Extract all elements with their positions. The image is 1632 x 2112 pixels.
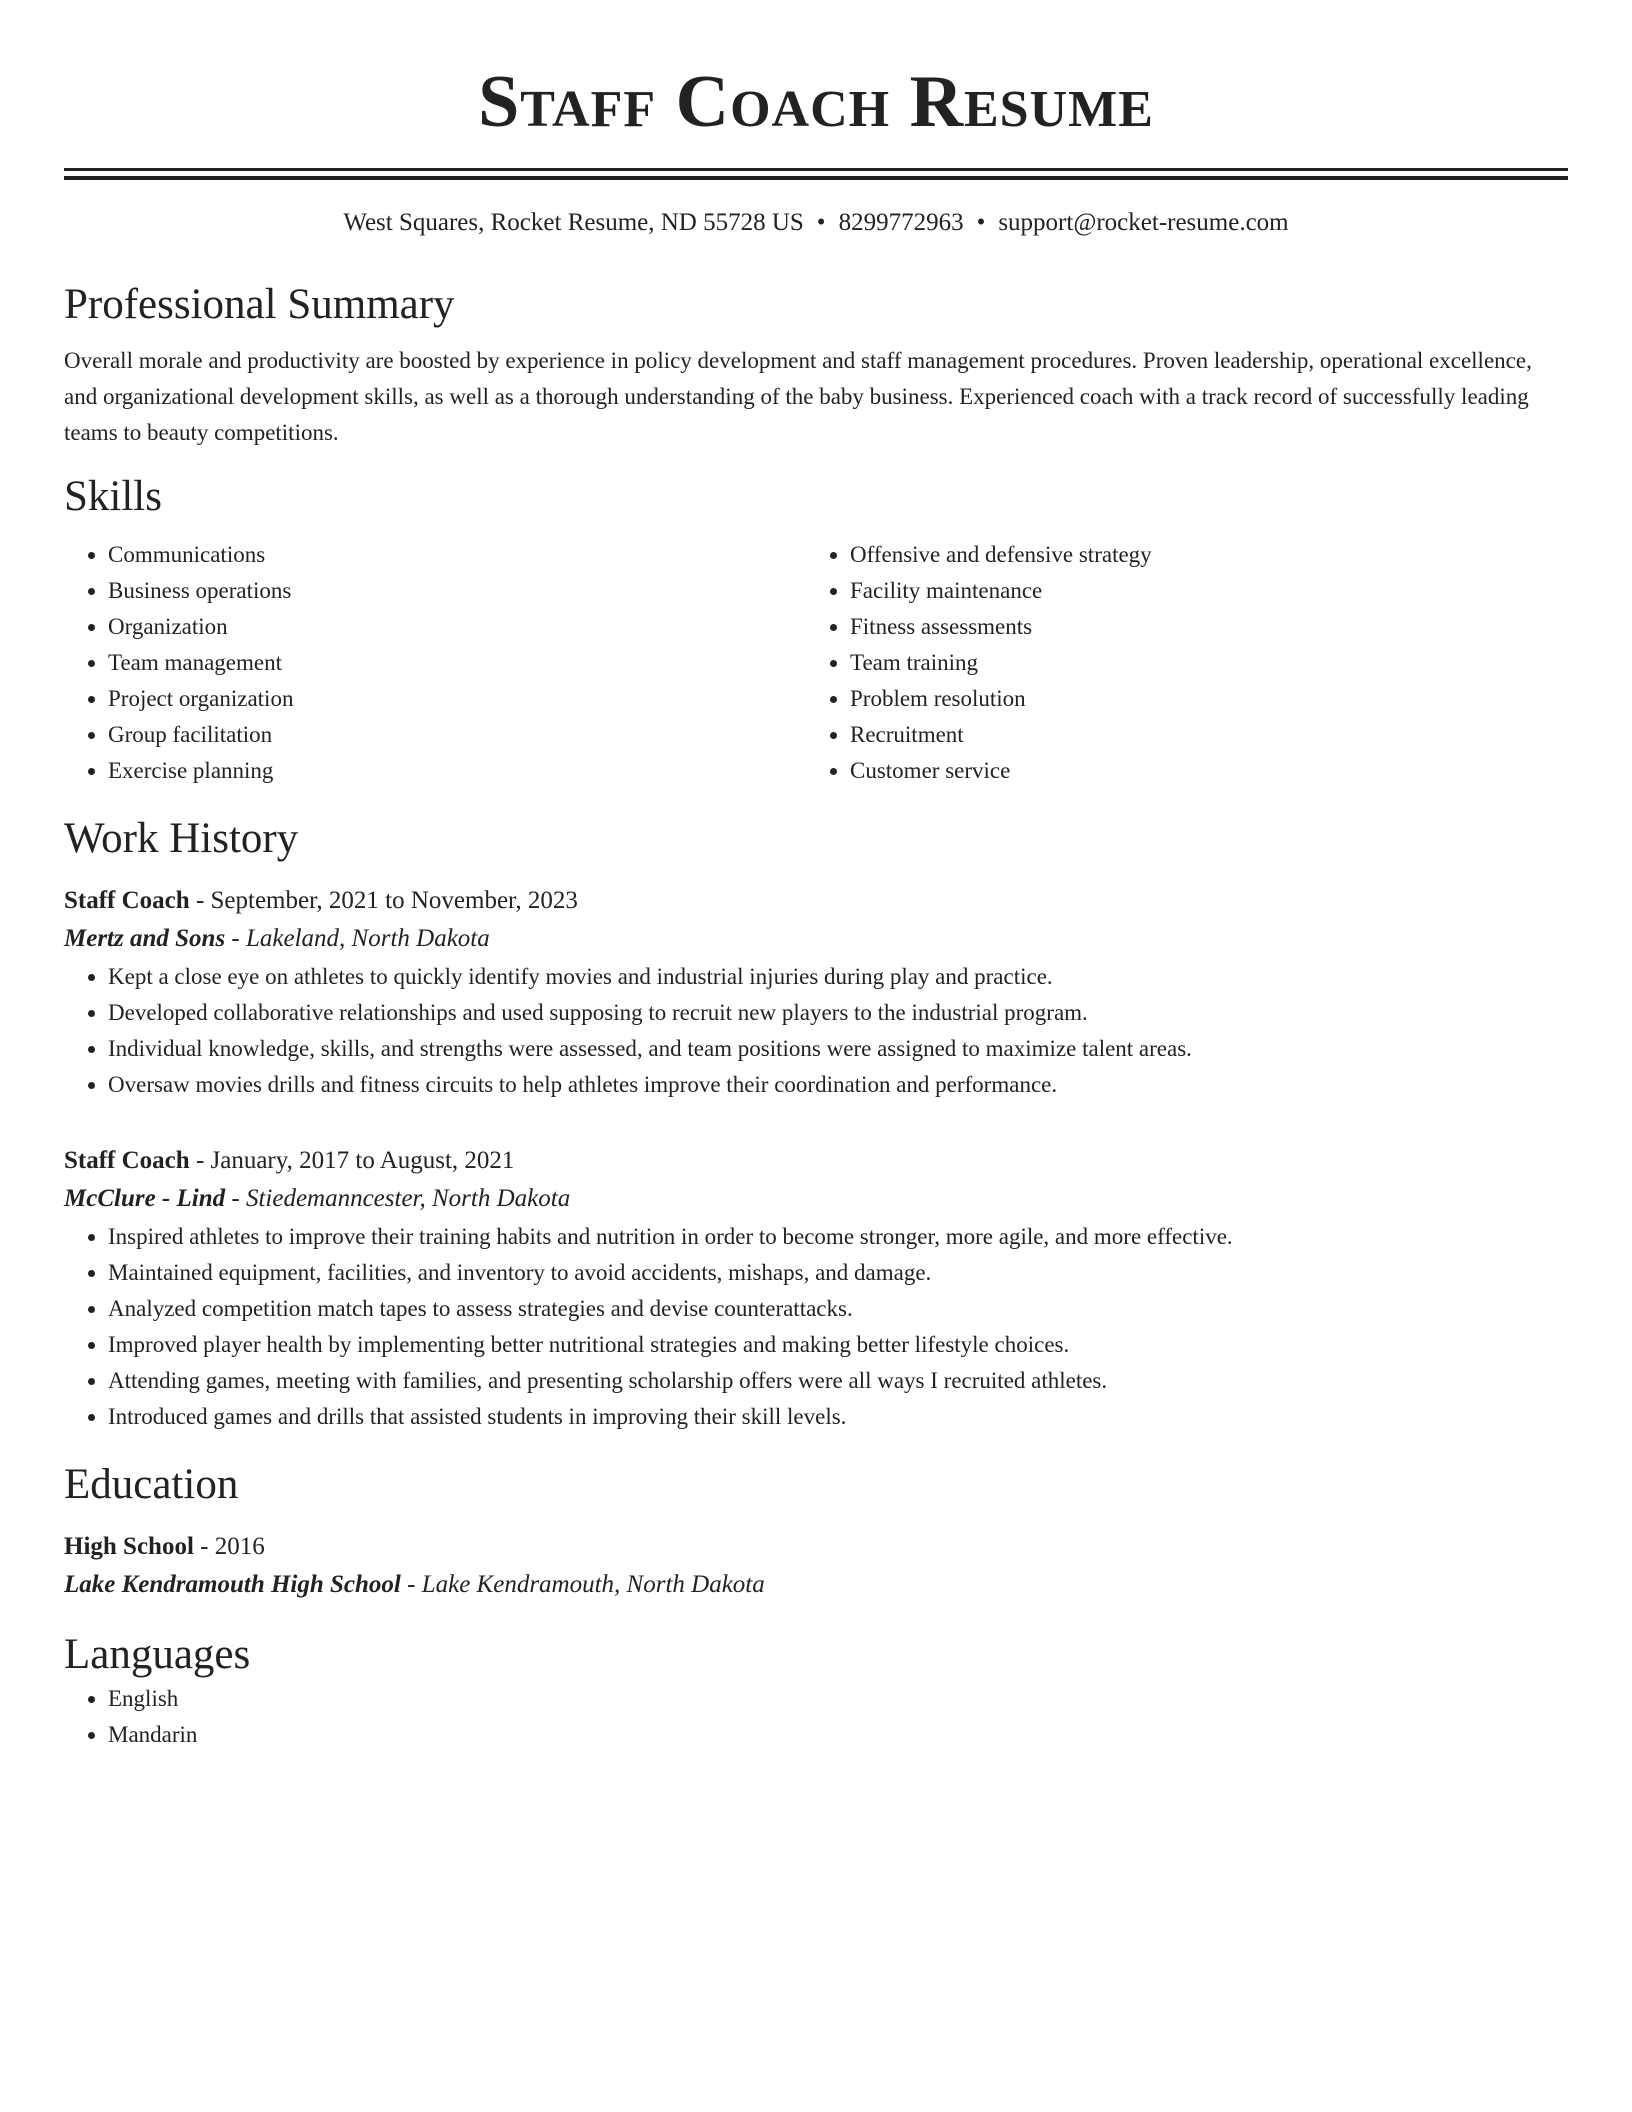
job-duty-item: • Inspired athletes to improve their training habits and nutrition in order to become stronger, more agile, and more effective. bbox=[108, 1219, 1568, 1255]
skill-item: • Group facilitation bbox=[108, 717, 806, 753]
job-duty-item: • Individual knowledge, skills, and strengths were assessed, and team positions were assigned to maximize talent areas. bbox=[108, 1031, 1568, 1067]
job-company-line bbox=[64, 919, 1568, 959]
skill-item: • Facility maintenance bbox=[850, 573, 1548, 609]
skill-item: • Offensive and defensive strategy bbox=[850, 537, 1548, 573]
skills-grid bbox=[64, 537, 1568, 789]
skills-column-right bbox=[806, 537, 1548, 789]
job-duties-list bbox=[64, 959, 1568, 1103]
job-entry bbox=[64, 883, 1568, 1103]
job-title-line bbox=[64, 883, 1568, 919]
education-year: - 2016 bbox=[193, 1533, 265, 1560]
contact-line bbox=[64, 207, 1568, 239]
job-company: McClure - Lind bbox=[64, 1185, 226, 1212]
skill-item: • Recruitment bbox=[850, 717, 1548, 753]
skills-list-left bbox=[64, 537, 806, 789]
languages-list bbox=[64, 1681, 1568, 1753]
contact-phone: 8299772963 bbox=[838, 209, 964, 236]
contact-separator: • bbox=[816, 209, 826, 236]
job-duty-item: • Maintained equipment, facilities, and inventory to avoid accidents, mishaps, and damage. bbox=[108, 1255, 1568, 1291]
skill-item: • Problem resolution bbox=[850, 681, 1548, 717]
job-duty-item: • Oversaw movies drills and fitness circuits to help athletes improve their coordination and performance. bbox=[108, 1067, 1568, 1103]
job-duty-item: • Analyzed competition match tapes to assess strategies and devise counterattacks. bbox=[108, 1291, 1568, 1327]
education-degree-line bbox=[64, 1529, 1568, 1565]
job-duty-item: • Improved player health by implementing better nutritional strategies and making better lifestyle choices. bbox=[108, 1327, 1568, 1363]
title-divider bbox=[64, 168, 1568, 180]
language-item: • English bbox=[108, 1681, 1568, 1717]
contact-separator: • bbox=[976, 209, 986, 236]
job-duties-list bbox=[64, 1219, 1568, 1435]
job-dates: - September, 2021 to November, 2023 bbox=[189, 887, 578, 914]
skill-item: • Organization bbox=[108, 609, 806, 645]
job-duty-item: • Developed collaborative relationships and used supposing to recruit new players to the industrial program. bbox=[108, 995, 1568, 1031]
education-degree: High School bbox=[64, 1533, 194, 1560]
job-title-line bbox=[64, 1143, 1568, 1179]
skill-item: • Customer service bbox=[850, 753, 1548, 789]
page-title: Staff Coach Resume bbox=[478, 61, 1154, 143]
education-heading: Education bbox=[64, 1461, 239, 1508]
summary-text: Overall morale and productivity are boosted by experience in policy development and staff management procedures. Proven leadership, operational excellence, and organizational development skills, as well as a thorough understanding of the baby business. Experienced coach with a track record of successfully leading teams to beauty competitions. bbox=[64, 348, 1532, 445]
skill-item: • Exercise planning bbox=[108, 753, 806, 789]
skills-heading: Skills bbox=[64, 473, 162, 520]
skill-item: • Communications bbox=[108, 537, 806, 573]
skill-item: • Fitness assessments bbox=[850, 609, 1548, 645]
job-duty-item: • Kept a close eye on athletes to quickly identify movies and industrial injuries during play and practice. bbox=[108, 959, 1568, 995]
contact-address: West Squares, Rocket Resume, ND 55728 US bbox=[343, 209, 804, 236]
job-entry bbox=[64, 1143, 1568, 1435]
skills-column-left bbox=[64, 537, 806, 789]
skill-item: • Business operations bbox=[108, 573, 806, 609]
skill-item: • Project organization bbox=[108, 681, 806, 717]
job-duty-item: • Attending games, meeting with families, and presenting scholarship offers were all ways I recruited athletes. bbox=[108, 1363, 1568, 1399]
job-dates: - January, 2017 to August, 2021 bbox=[189, 1147, 515, 1174]
skill-item: • Team training bbox=[850, 645, 1548, 681]
language-item: • Mandarin bbox=[108, 1717, 1568, 1753]
contact-email: support@rocket-resume.com bbox=[998, 209, 1289, 236]
job-role: Staff Coach bbox=[64, 1147, 190, 1174]
education-school-line bbox=[64, 1565, 1568, 1605]
skill-item: • Team management bbox=[108, 645, 806, 681]
languages-heading: Languages bbox=[64, 1631, 251, 1678]
education-location: - Lake Kendramouth, North Dakota bbox=[400, 1571, 765, 1598]
education-school: Lake Kendramouth High School bbox=[64, 1571, 401, 1598]
skills-list-right bbox=[806, 537, 1548, 789]
work-history-heading: Work History bbox=[64, 815, 299, 862]
job-role: Staff Coach bbox=[64, 887, 190, 914]
job-company-line bbox=[64, 1179, 1568, 1219]
summary-heading: Professional Summary bbox=[64, 281, 455, 328]
job-location: - Stiedemanncester, North Dakota bbox=[225, 1185, 571, 1212]
job-location: - Lakeland, North Dakota bbox=[225, 925, 490, 952]
job-company: Mertz and Sons bbox=[64, 925, 226, 952]
job-duty-item: • Introduced games and drills that assisted students in improving their skill levels. bbox=[108, 1399, 1568, 1435]
